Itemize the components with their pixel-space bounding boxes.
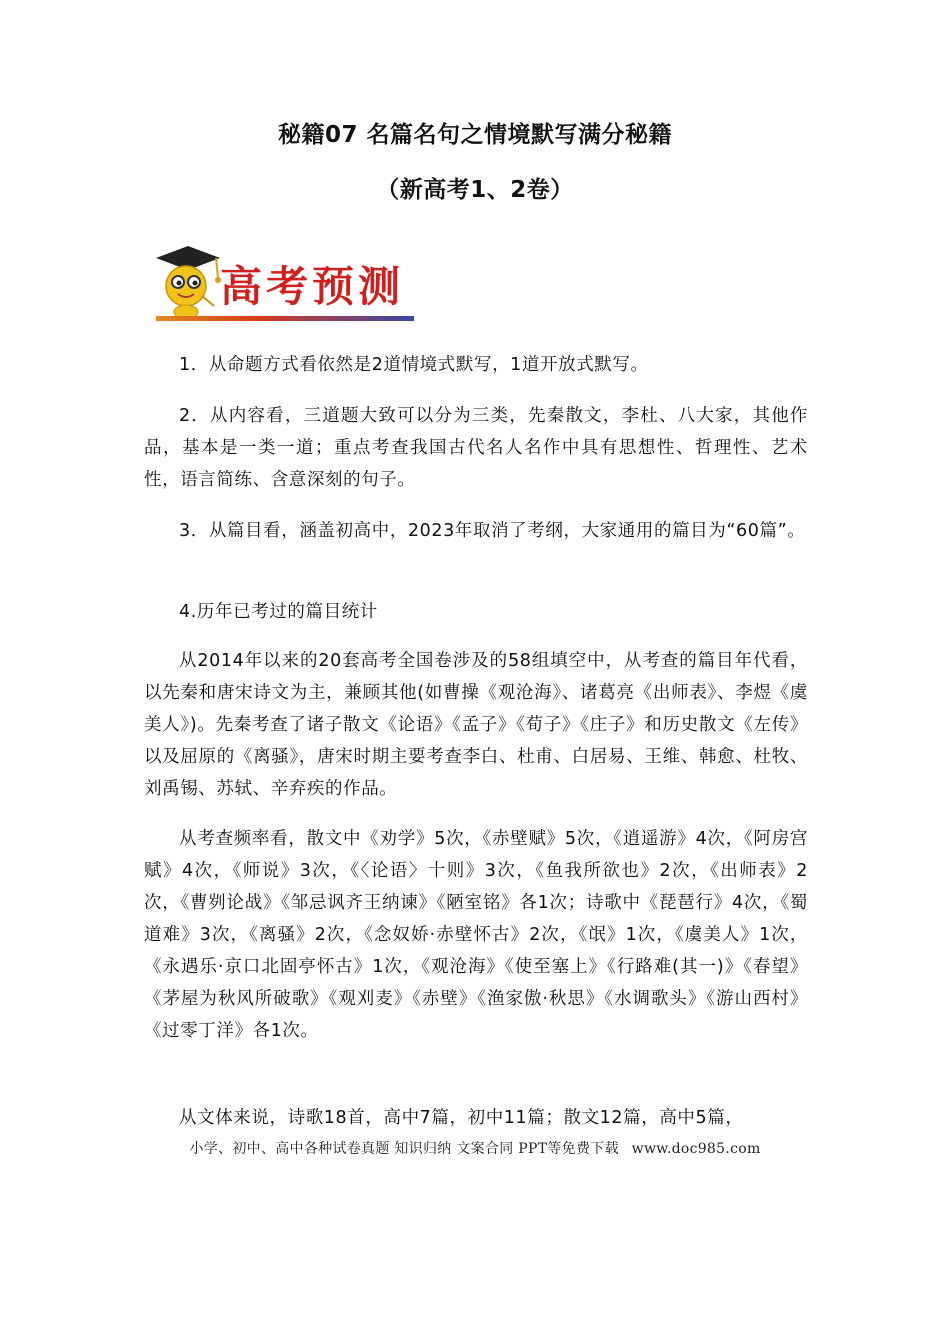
footer-link[interactable]: www.doc985.com [631,1141,761,1157]
footer-text: 小学、初中、高中各种试卷真题 知识归纳 文案合同 PPT等免费下载 [189,1141,619,1157]
paragraph-4: 4.历年已考过的篇目统计 [179,602,378,622]
banner-underline [156,316,414,321]
paragraph-6: 从考查频率看，散文中《劝学》5次，《赤壁赋》5次，《逍遥游》4次，《阿房宫赋》4次，《师说》3次，《〈论语〉十则》3次，《鱼我所欲也》2次，《出师表》2次，《曹刿论战》《邹忌讽齐王纳谏》《陋室铭》各1次；诗歌中《琵琶行》4次，《蜀道难》3次，《离骚》2次，《念奴娇·赤壁怀古》2次，《氓》1次，《虞美人》1次，《永遇乐·京口北固亭怀古》1次，《观沧海》《使至塞上》《行路难(其一)》《春望》《茅屋为秋风所破歌》《观刈麦》《赤壁》《渔家傲·秋思》《水调歌头》《游山西村》《过零丁洋》各1次。 [144,829,808,1041]
graduation-mascot-icon [148,244,228,322]
paragraph-1: 1．从命题方式看依然是2道情境式默写，1道开放式默写。 [179,355,649,375]
paragraph-5: 从2014年以来的20套高考全国卷涉及的58组填空中，从考查的篇目年代看，以先秦和唐宋诗文为主，兼顾其他(如曹操《观沧海》、诸葛亮《出师表》、李煜《虞美人》)。先秦考查了诸子散文《论语》《孟子》《荀子》《庄子》和历史散文《左传》以及屈原的《离骚》，唐宋时期主要考查李白、杜甫、白居易、王维、韩愈、杜牧、刘禹锡、苏轼、辛弃疾的作品。 [144,651,808,799]
document-subtitle: （新高考1、2卷） [376,177,574,203]
paragraph-2: 2．从内容看，三道题大致可以分为三类，先秦散文，李杜、八大家，其他作品，基本是一类一道；重点考查我国古代名人名作中具有思想性、哲理性、艺术性，语言简练、含意深刻的句子。 [144,406,808,490]
paragraph-7: 从文体来说，诗歌18首，高中7篇，初中11篇；散文12篇，高中5篇， [179,1108,744,1128]
paragraph-3: 3．从篇目看，涵盖初高中，2023年取消了考纲，大家通用的篇目为“60篇”。 [179,521,806,541]
banner-text: 高考预测 [220,262,405,311]
document-title: 秘籍07 名篇名句之情境默写满分秘籍 [277,122,672,148]
page-footer [0,1138,950,1158]
prediction-banner [148,244,414,324]
